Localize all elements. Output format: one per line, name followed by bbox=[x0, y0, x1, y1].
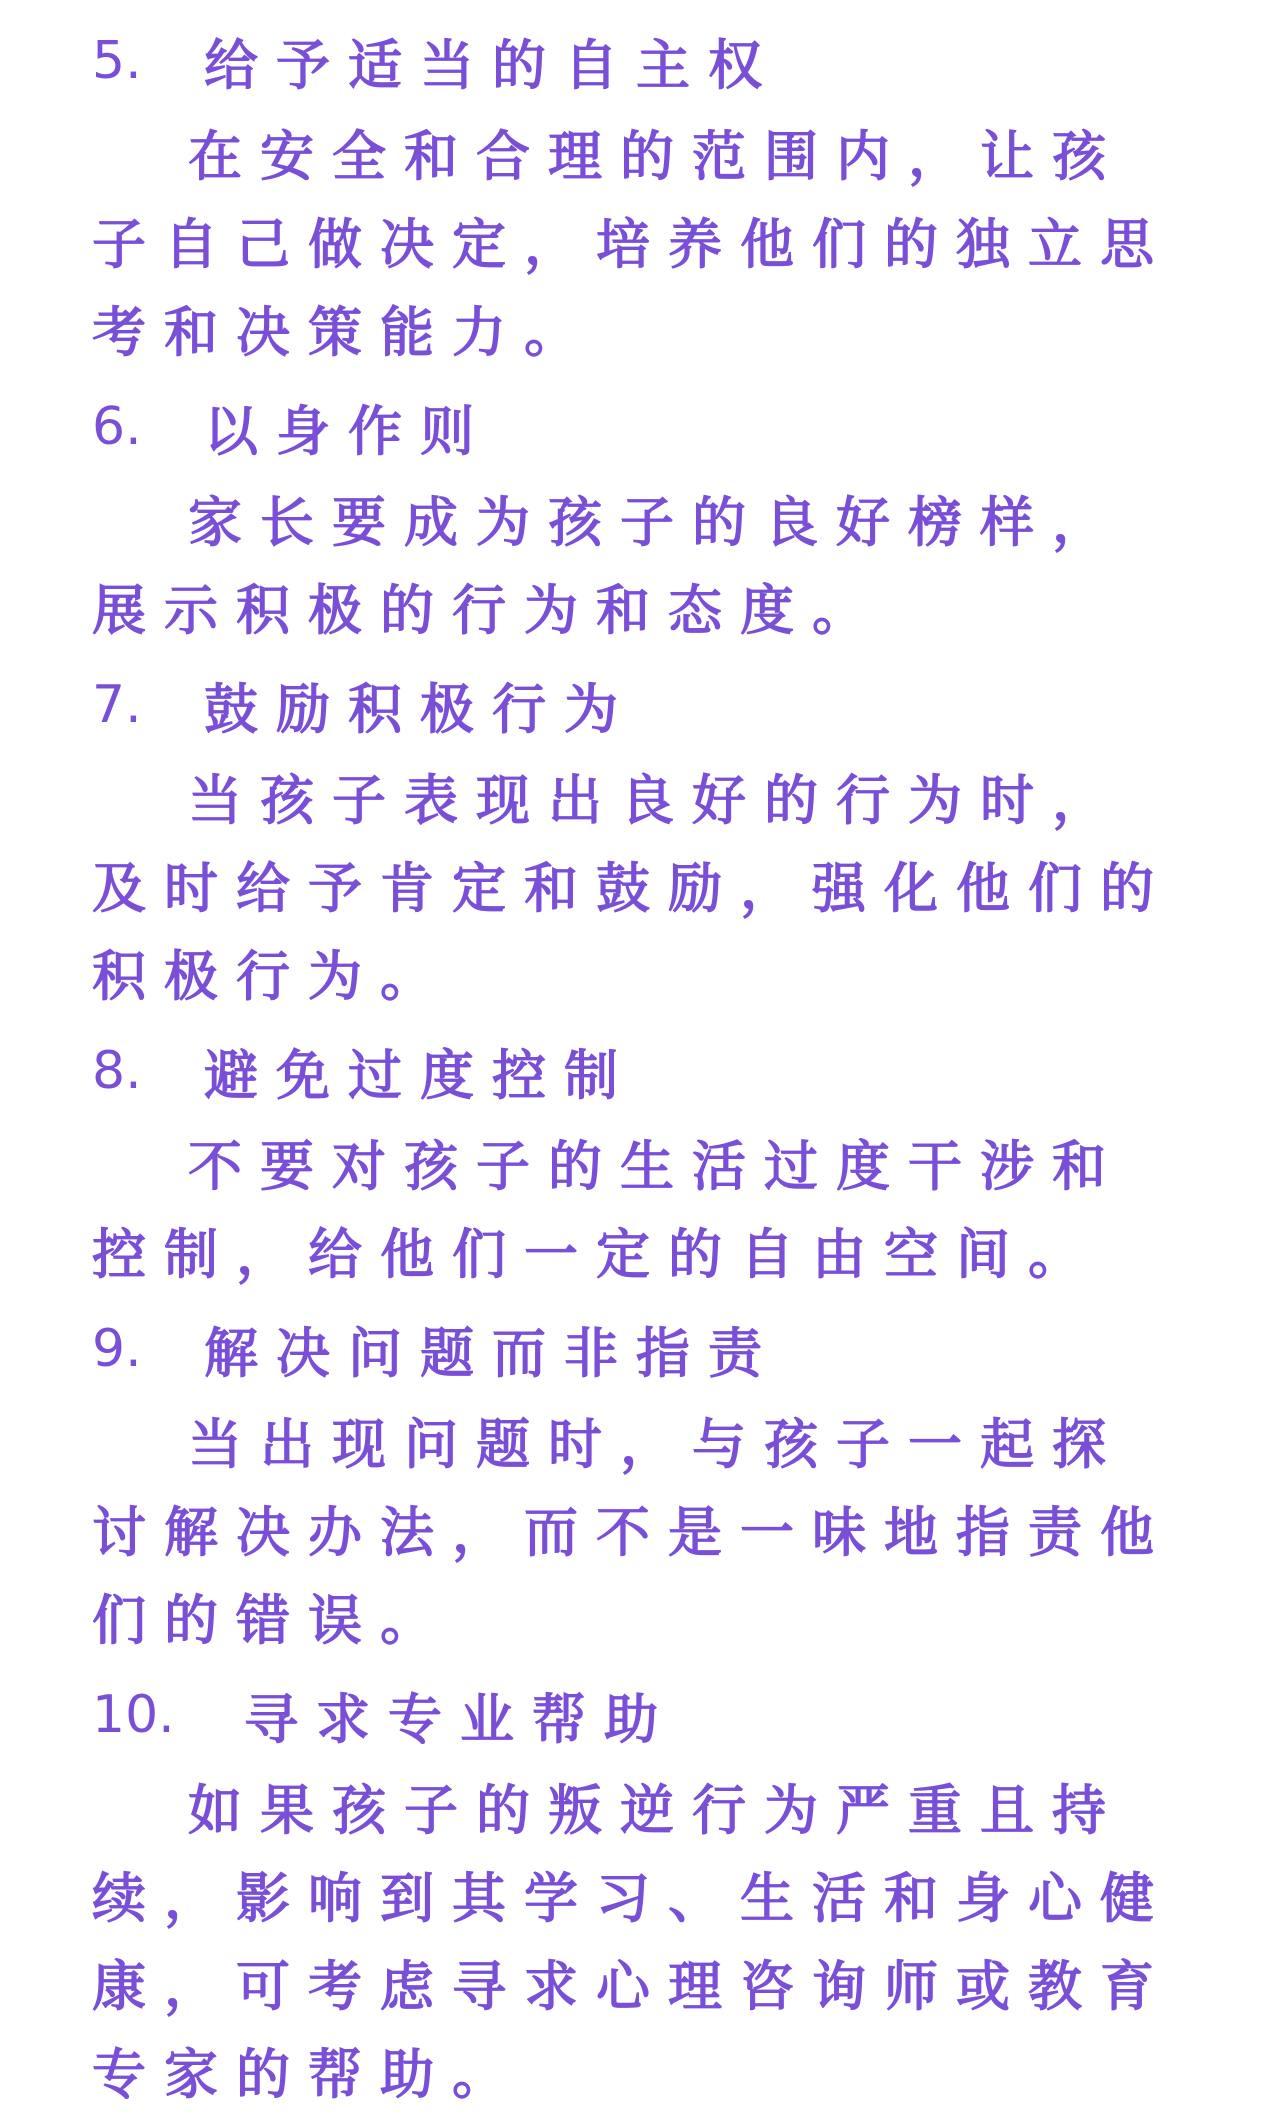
section-body: 在安全和合理的范围内，让孩子自己做决定，培养他们的独立思考和决策能力。 bbox=[92, 124, 1172, 364]
section-heading-10 bbox=[92, 1664, 1192, 1766]
section-body: 家长要成为孩子的良好榜样，展示积极的行为和态度。 bbox=[92, 490, 1124, 642]
section-title: 寻求专业帮助 bbox=[244, 1686, 676, 1751]
section-number: 10. bbox=[92, 1685, 175, 1745]
section-body: 如果孩子的叛逆行为严重且持续，影响到其学习、生活和身心健康，可考虑寻求心理咨询师或教育专家的帮助。 bbox=[92, 1778, 1172, 2106]
section-title: 避免过度控制 bbox=[204, 1042, 636, 1107]
section-heading-6 bbox=[92, 376, 1192, 478]
section-heading-7 bbox=[92, 654, 1192, 756]
section-title: 给予适当的自主权 bbox=[204, 32, 780, 97]
section-number: 5. bbox=[92, 31, 142, 91]
section-heading-5 bbox=[92, 10, 1192, 112]
section-number: 6. bbox=[92, 397, 142, 457]
section-title: 以身作则 bbox=[204, 398, 492, 463]
section-title: 解决问题而非指责 bbox=[204, 1320, 780, 1385]
section-number: 9. bbox=[92, 1319, 142, 1379]
section-heading-9 bbox=[92, 1298, 1192, 1400]
section-title: 鼓励积极行为 bbox=[204, 676, 636, 741]
section-heading-8 bbox=[92, 1020, 1192, 1122]
document-content bbox=[92, 10, 1192, 2118]
section-number: 7. bbox=[92, 675, 142, 735]
section-number: 8. bbox=[92, 1041, 142, 1101]
section-body: 当出现问题时，与孩子一起探讨解决办法，而不是一味地指责他们的错误。 bbox=[92, 1412, 1172, 1652]
section-body: 当孩子表现出良好的行为时，及时给予肯定和鼓励，强化他们的积极行为。 bbox=[92, 768, 1172, 1008]
section-body: 不要对孩子的生活过度干涉和控制，给他们一定的自由空间。 bbox=[92, 1134, 1124, 1286]
